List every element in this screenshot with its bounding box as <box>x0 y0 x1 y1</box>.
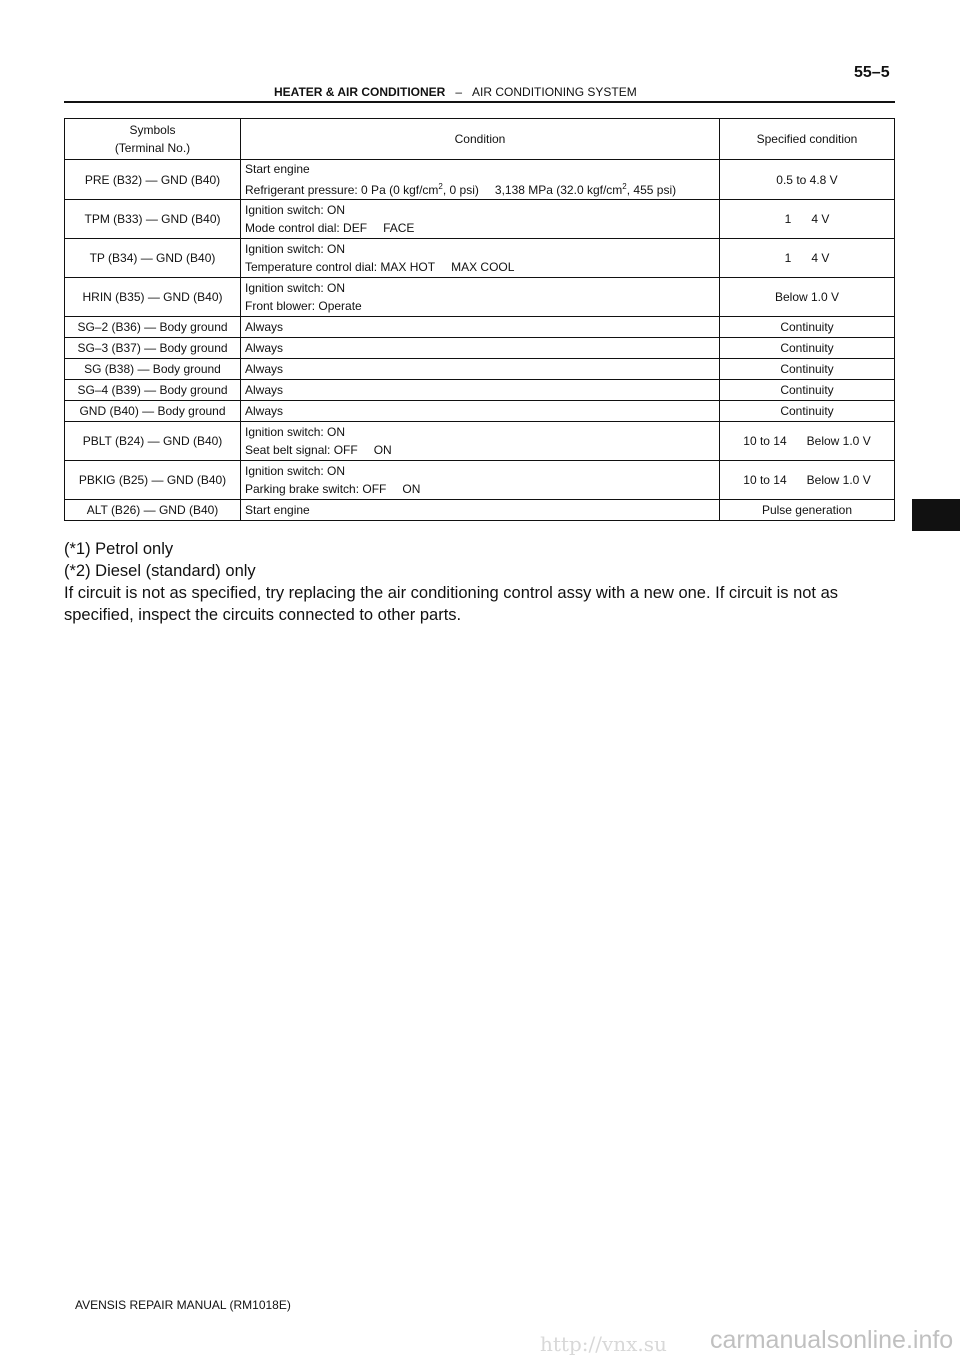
condition-cell <box>241 461 720 500</box>
symbol-cell: SG–3 (B37) — Body ground <box>65 338 241 359</box>
spec-cell: Continuity <box>720 338 895 359</box>
symbol-cell: PBKIG (B25) — GND (B40) <box>65 461 241 500</box>
condition-cell: Always <box>241 338 720 359</box>
condition-line: Parking brake switch: OFF ON <box>245 482 421 496</box>
symbol-cell: PBLT (B24) — GND (B40) <box>65 422 241 461</box>
symbol-cell: SG (B38) — Body ground <box>65 359 241 380</box>
table-row <box>65 317 895 338</box>
specified-header: Specified condition <box>720 119 895 160</box>
symbols-header-line2: (Terminal No.) <box>114 141 191 155</box>
symbol-cell: TP (B34) — GND (B40) <box>65 239 241 278</box>
condition-line: Refrigerant pressure: 0 Pa (0 kgf/$cm^2$, 0 psi) 3,138 MPa (32.0 kgf/$cm^2$, 455 psi) <box>245 182 677 197</box>
symbol-cell: ALT (B26) — GND (B40) <box>65 500 241 521</box>
note-instruction: If circuit is not as specified, try replacing the air conditioning control assy with a new one. If circuit is not as specified, inspect the circuits connected to other parts. <box>64 584 839 624</box>
table-row <box>65 422 895 461</box>
spec-cell: Continuity <box>720 359 895 380</box>
condition-header: Condition <box>241 119 720 160</box>
condition-cell <box>241 200 720 239</box>
condition-cell: Always <box>241 359 720 380</box>
section-title: HEATER & AIR CONDITIONER <box>274 85 446 99</box>
table-row <box>65 338 895 359</box>
spec-cell: Continuity <box>720 380 895 401</box>
symbol-cell: HRIN (B35) — GND (B40) <box>65 278 241 317</box>
spec-cell: 10 to 14 Below 1.0 V <box>720 422 895 461</box>
spec-cell: 1 4 V <box>720 200 895 239</box>
table-row <box>65 461 895 500</box>
page-header <box>274 84 637 100</box>
condition-cell <box>241 160 720 200</box>
condition-line: Front blower: Operate <box>245 299 362 313</box>
condition-line: Start engine <box>245 162 310 176</box>
spec-cell: 0.5 to 4.8 V <box>720 160 895 200</box>
table-row <box>65 359 895 380</box>
symbols-header-line1: Symbols <box>129 123 176 137</box>
spec-cell: 1 4 V <box>720 239 895 278</box>
condition-cell: Always <box>241 317 720 338</box>
spec-cell: 10 to 14 Below 1.0 V <box>720 461 895 500</box>
symbol-cell: PRE (B32) — GND (B40) <box>65 160 241 200</box>
condition-cell: Always <box>241 401 720 422</box>
section-tab-marker <box>912 499 960 531</box>
table-row <box>65 239 895 278</box>
condition-line: Seat belt signal: OFF ON <box>245 443 392 457</box>
condition-line: Ignition switch: ON <box>245 464 346 478</box>
symbol-cell: SG–2 (B36) — Body ground <box>65 317 241 338</box>
spec-cell: Below 1.0 V <box>720 278 895 317</box>
table-header-row <box>65 119 895 160</box>
notes <box>64 538 904 626</box>
condition-line: Ignition switch: ON <box>245 425 346 439</box>
header-rule <box>64 101 895 103</box>
spec-cell: Pulse generation <box>720 500 895 521</box>
table-row <box>65 401 895 422</box>
table-row <box>65 380 895 401</box>
symbol-cell: SG–4 (B39) — Body ground <box>65 380 241 401</box>
specification-table <box>64 118 895 521</box>
condition-line: Ignition switch: ON <box>245 203 346 217</box>
condition-line: Temperature control dial: MAX HOT MAX COOL <box>245 260 515 274</box>
table-row <box>65 278 895 317</box>
watermark-right: carmanualsonline.info <box>710 1326 954 1354</box>
condition-line: Ignition switch: ON <box>245 242 346 256</box>
header-separator: – <box>455 85 463 99</box>
note-petrol: (*1) Petrol only <box>64 540 174 558</box>
table-row <box>65 160 895 200</box>
condition-cell: Start engine <box>241 500 720 521</box>
condition-cell <box>241 422 720 461</box>
symbol-cell: GND (B40) — Body ground <box>65 401 241 422</box>
watermark-left: http://vnx.su <box>540 1332 667 1356</box>
condition-line: Ignition switch: ON <box>245 281 346 295</box>
table-row <box>65 500 895 521</box>
spec-cell: Continuity <box>720 401 895 422</box>
subsection-title: AIR CONDITIONING SYSTEM <box>472 85 637 99</box>
condition-line: Mode control dial: DEF FACE <box>245 221 415 235</box>
note-diesel: (*2) Diesel (standard) only <box>64 562 256 580</box>
page-number: 55–5 <box>854 64 890 81</box>
condition-cell: Always <box>241 380 720 401</box>
symbols-header <box>65 119 241 160</box>
symbol-cell: TPM (B33) — GND (B40) <box>65 200 241 239</box>
table-row <box>65 200 895 239</box>
footer-manual-title: AVENSIS REPAIR MANUAL (RM1018E) <box>75 1298 291 1312</box>
condition-cell <box>241 239 720 278</box>
spec-cell: Continuity <box>720 317 895 338</box>
condition-cell <box>241 278 720 317</box>
